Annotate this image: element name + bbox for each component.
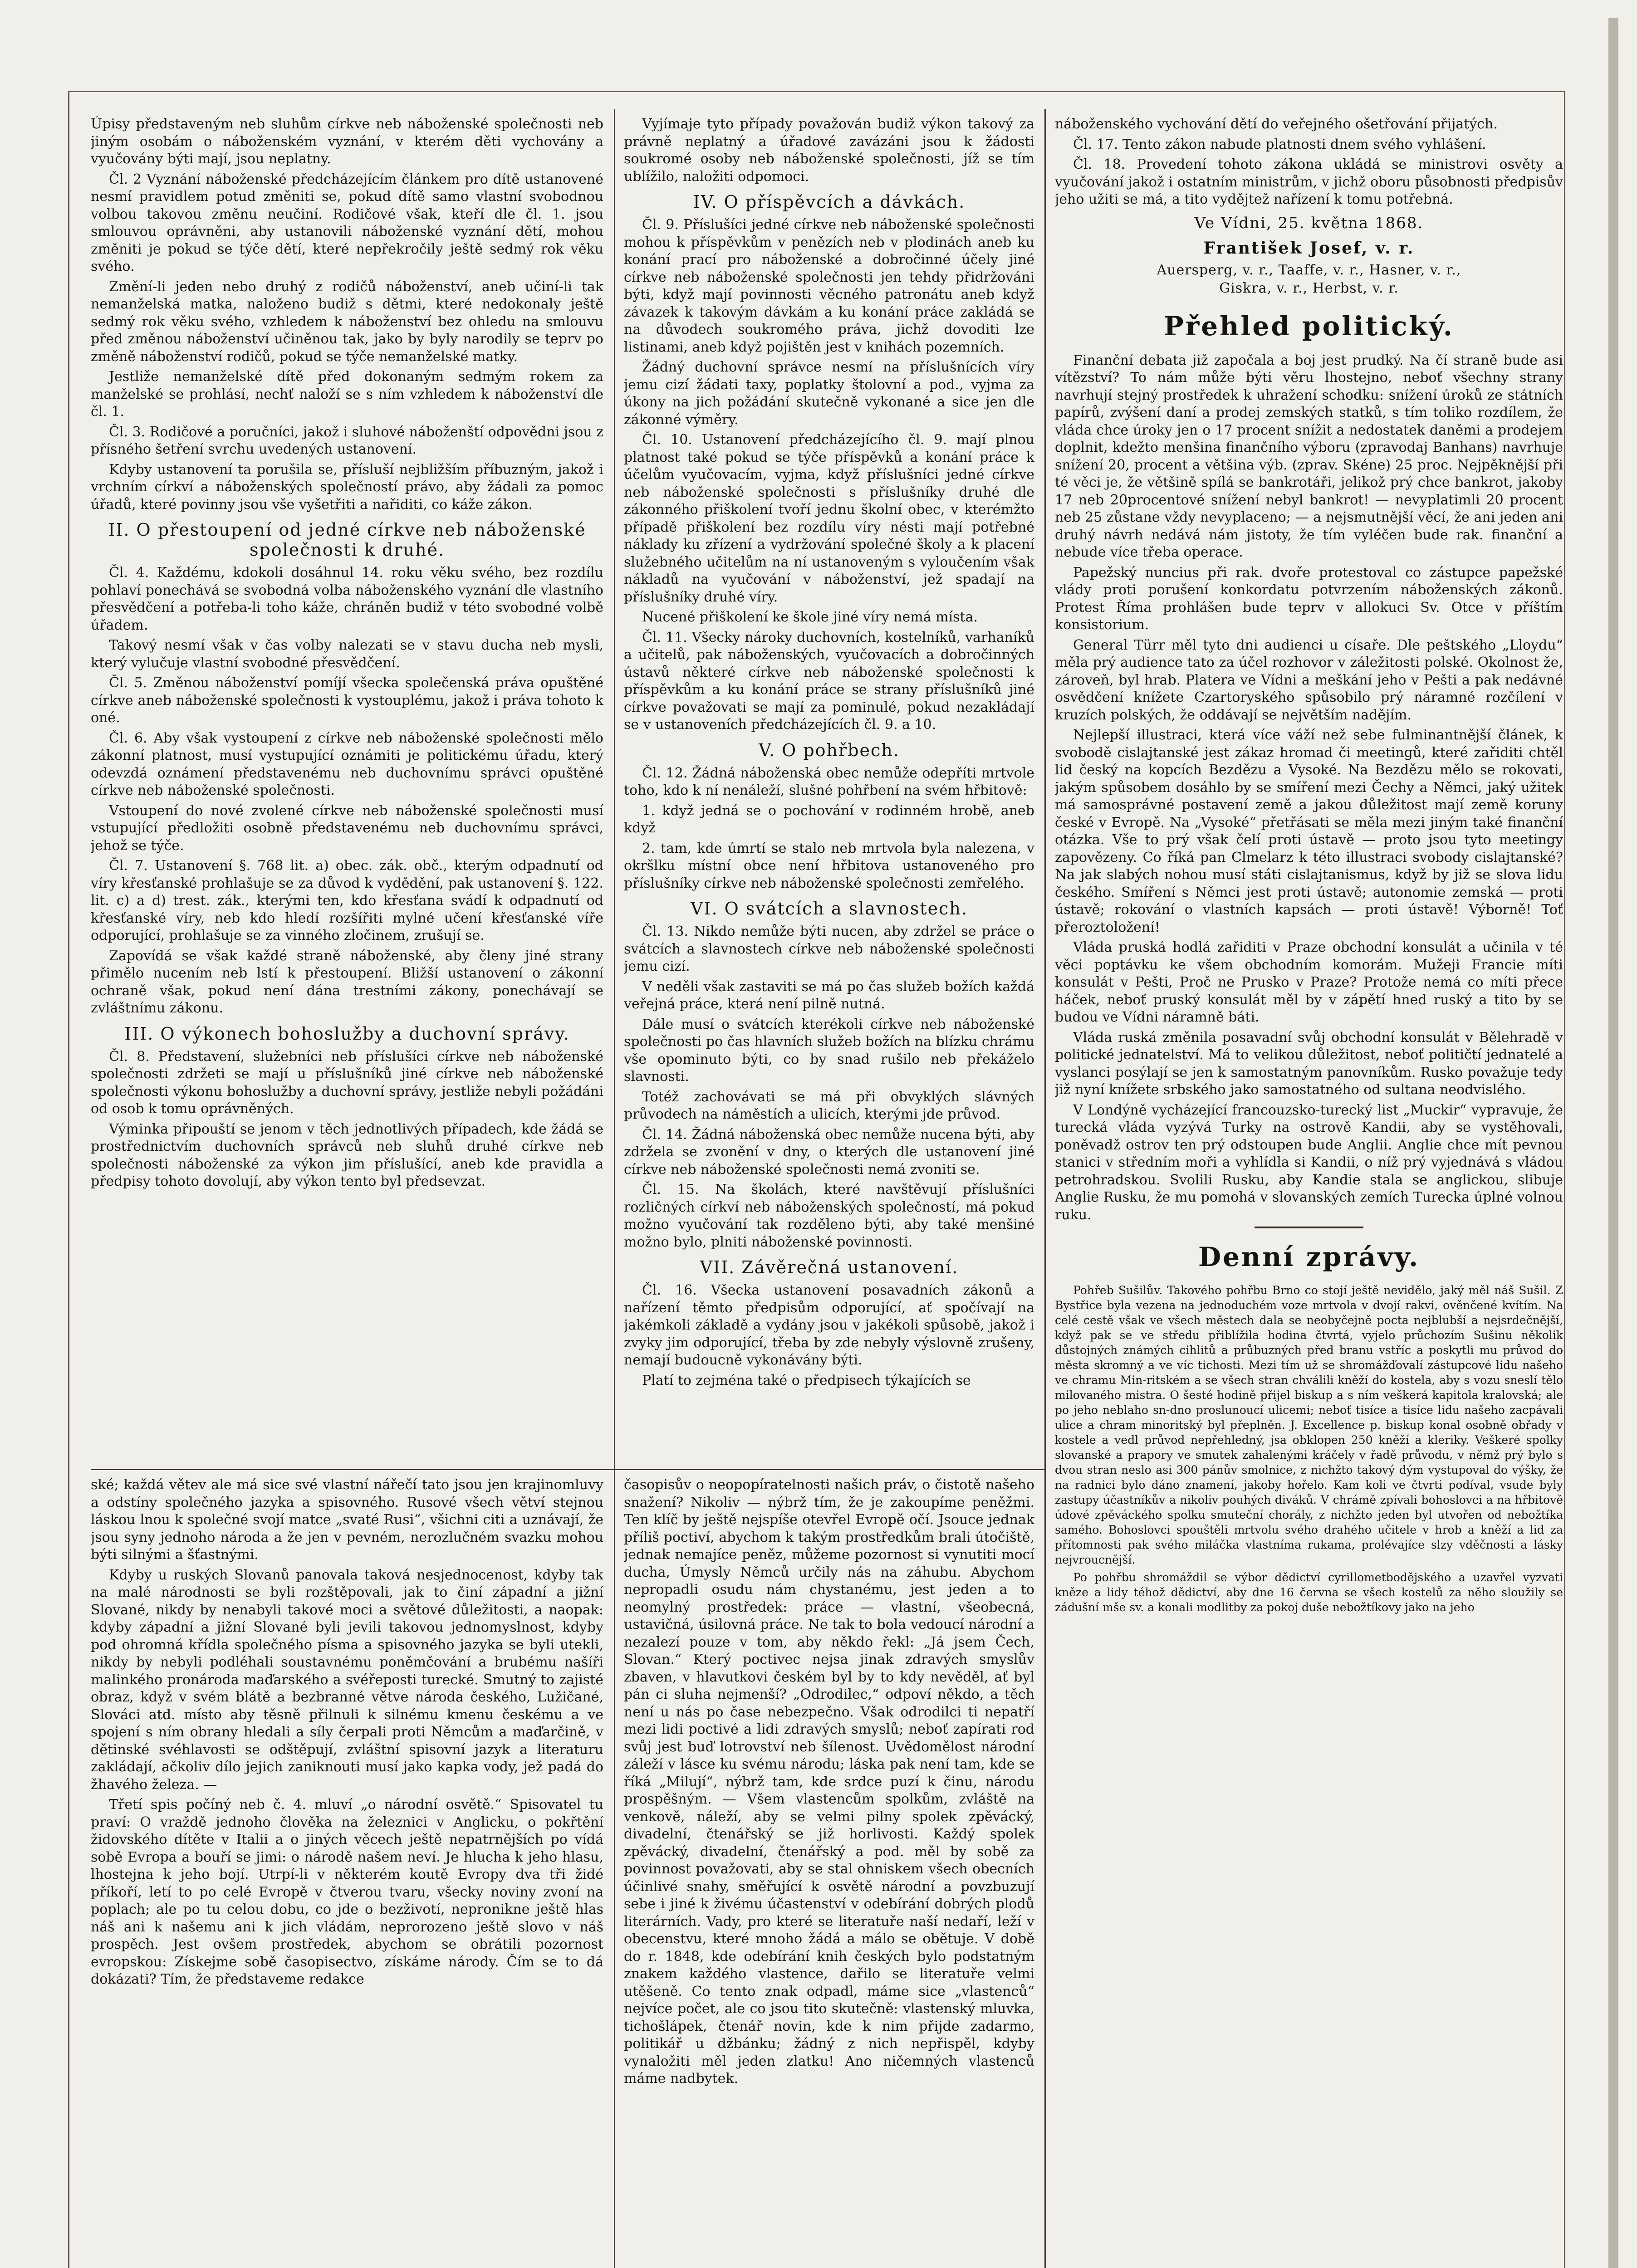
paragraph: V Londýně vycházející francouzsko-turecký list „Muckir“ vypravuje, že turecká vláda vyzývá Turky na ostrově Kandii, aby se vystěhovali, poněvadž ostrov ten prý odstoupen bude Anglii. Anglie chce mít pevnou stanici v středním moři a vyhlídla si Kandii, o níž prý vyjednává s vládou petrohradskou. Svolili Rusku, aby Kandie stala se anglickou, slibuje Anglie Rusku, že mu pomohá v slovanských zemích Turecka úplné volnou ruku. (1055, 1102, 1563, 1223)
daily-news-body (1055, 1283, 1563, 1615)
paragraph: Čl. 7. Ustanovení §. 768 lit. a) obec. zák. obč., kterým odpadnutí od víry křesťanské prohlašuje se za důvod k vydědění, pak ustanovení §. 122. lit. c) a d) trest. zák., kterými ten, kdo křesťana svádí k odpadnutí od křesťanské víry, neb kdo hledí rozšířiti mylné učení křesťanské víře odporující, prohlašuje se za vinného zločinem, zrušují se. (91, 858, 603, 943)
column-right (1055, 116, 1563, 2268)
paragraph: Platí to zejména také o předpisech týkajících se (642, 1372, 971, 1388)
paragraph: 1. když jedná se o pochování v rodinném hrobě, aneb když (624, 802, 1034, 836)
column-bottom-left (91, 1476, 603, 2268)
paragraph: Papežský nuncius při rak. dvoře protestoval co zástupce papežské vlády proti porušení konkordatu potvrzením náboženských zákonů. Protest Říma prohlášen bude teprv v allokuci Sv. Otce v příštím konsistorium. (1055, 564, 1563, 633)
column-top-left (91, 116, 603, 1463)
paragraph: Čl. 18. Provedení tohoto zákona ukládá se ministrovi osvěty a vyučování jakož i ostatním ministrům, v jichž oboru působnosti předpisův jeho užiti se má, a tito vydějtež nařízení k tomu potřebná. (1055, 156, 1563, 207)
paragraph: Žádný duchovní správce nesmí na příslušnících víry jemu cizí žádati taxy, poplatky štolovní a pod., vyjma za úkony na jich požádání skutečně vykonané a sice jen dle zákonné výměry. (624, 359, 1034, 428)
paragraph: Vyjímaje tyto případy považován budiž výkon takový za právně neplatný a úřadové zavázáni jsou k žádosti soukromé osoby neb náboženské společnosti, jíž se tím ublížilo, naložiti odpomoci. (624, 116, 1034, 185)
paragraph: Zapovídá se však každé straně náboženské, aby členy jiné strany přimělo nucením neb lstí k přestoupení. Bližší ustanovení o zákonní ochraně však, pokud není dána trestními zákony, ponechávají se zvláštnímu zákonu. (91, 948, 603, 1016)
paragraph: Čl. 14. Žádná náboženská obec nemůže nucena býti, aby zdržela se zvonění v dny, o kterých dle ustanovení jiné církve neb náboženské společnosti nemá zvoniti se. (624, 1126, 1034, 1178)
paragraph: ské; každá větev ale má sice své vlastní nářečí tato jsou jen krajinomluvy a odstíny společného jazyka a spisovného. Rusové všech větví stejnou láskou lnou k společné svojí matce „svaté Rusi“, všichni citi a uznávají, že jsou syny jednoho národa a že jen v pevném, nerozlučném svazku mohou býti silnými a šťastnými. (91, 1477, 603, 1563)
section-rule (91, 1469, 1044, 1470)
column-bottom-middle (624, 1476, 1034, 2268)
paragraph: Čl. 2 Vyznání náboženské předcházejícím článkem pro dítě ustanovené nesmí pravidlem potud změniti se, pokud dítě samo vlastní svobodnou volbou takovou změnu neučiní. Rodičové však, kteří dle čl. 1. jsou smlouvou oprávněni, aby ustanovili náboženské vyznání dětí, mohou změniti je pokud se týče dětí, které nepřekročily ještě sedmý rok věku svého. (91, 171, 603, 274)
section-heading: II. O přestoupení od jedné církve neb náboženské společnosti k druhé. (108, 520, 586, 560)
paragraph: Finanční debata již započala a boj jest prudký. Na čí straně bude asi vítězství? To nám může býti věru lhostejno, neboť všechny strany navrhují stejný prostředek k uhražení schodku: snížení úroků ze státních papírů, zvýšení daní a prodej zemských statků, s tím toliko rozdílem, že vláda chce úroky jen o 17 procent snížit a nedostatek daněmi a prodejem doplnit, kdežto menšina finančního výboru (zpravodaj Banhans) navrhuje snížení 20, procent a většina výb. (zprav. Skéne) 25 proc. Nejpěknější při té věci je, že většině spílá se bankrotáři, jelikož prý chce bankrot, jakoby 17 neb 20procentové snížení nebyl bankrot! — nevyplatimli 20 procent neb 25 zůstane vždy nevyplaceno; — a nejsmutnější věcí, že ani jeden ani druhý návrh nedává nám jistoty, že tím vyléčen bude rak. finanční a nebude více třeba operace. (1055, 352, 1563, 560)
paragraph: Vláda pruská hodlá zařiditi v Praze obchodní konsulát a učinila v té věci poptávku ke všem obchodním komorám. Mužeji Francie míti konsulát v Pešti, Proč ne Prusko v Praze? Protože nemá co míti přece háček, neboť pruský konsulát měl by v zápětí hned ruský a tito by se budou ve Vídni náramně báti. (1055, 939, 1563, 1025)
paragraph: Totéž zachovávati se má při obvyklých slávných průvodech na náměstích a ulicích, kterými jde průvod. (624, 1089, 1034, 1122)
paragraph: Čl. 4. Každému, kdokoli dosáhnul 14. roku věku svého, bez rozdílu pohlaví ponechává se svobodná volba náboženského vyznání dle vlastního přesvědčení a potřeba-li toho káže, chráněn budiž v této svobodné volbě úřadem. (91, 565, 603, 633)
section-heading: III. O výkonech bohoslužby a duchovní správy. (124, 1023, 570, 1044)
paragraph: General Türr měl tyto dni audienci u císaře. Dle peštského „Lloydu“ měla prý audience tato za účel rozhovor v záležitosti polské. Okolnost že, zároveň, byl hrab. Platera ve Vídni a meškání jeho v Pešti a pak nedávné osvědčení knížete Czartoryského spůsobilo prý náramné rozčílení v kruzích polských, že oddávají se největším nadějím. (1055, 637, 1563, 723)
column-rule-2 (1044, 109, 1046, 2268)
paragraph: Nucené přiškolení ke škole jiné víry nemá místa. (642, 609, 978, 625)
section-heading: VI. O svátcích a slavnostech. (691, 899, 968, 919)
section-heading: VII. Závěrečná ustanovení. (700, 1257, 959, 1277)
paragraph: Úpisy představeným neb sluhům církve neb náboženské společnosti neb jiným osobám o náboženském vyznání, v kterém děti vychovány a vyučovány býti mají, jsou neplatny. (91, 116, 603, 167)
paragraph: V neděli však zastaviti se má po čas služeb božích každá veřejná práce, která není pilně nutná. (624, 978, 1034, 1012)
paragraph: Pohřeb Sušilův. Takového pohřbu Brno co stojí ještě nevidělo, jaký měl náš Sušil. Z Bystřice byla vezena na jednoduchém voze mrtvola v dvojí rakvi, ověnčené kvítím. Na celé cestě však ve všech městech dala se neobyčejně pocta nejblubší a nejsrdečnější, když pak se ve středu přiblížila hodina čtvrtá, vyjelo průchozím Sušinu několik důstojných známých cihlitů a průbuzných před branu vstříc a poskytli mu průvod do města skromný a ve víc tichosti. Mezi tím už se shromážďovalí zástupcové lidu našeho ve chramu Min-ritském a se všech stran chválili kněží do kostela, aby s vozu sneslí tělo milovaného mistra. O šesté hodině přijel biskup a s ním veškerá kapitola kralovská; ale po jeho neblaho sn-dno proslunoucí ulicemi; neboť tisíce a tisíce lidu našeho zacpávali ulice a chram minoritský byl přeplněn. J. Excellence p. biskup konal osobně obřady v kostele a vedl průvod nepřehledný, jsa obklopen 250 kněží a kleriky. Veškeré spolky slovanské a prapory ve smutek zahalenými kráčely v řadě průvodu, v němž prý bylo s dvou stran neslo asi 300 pánův smolnice, z nichžto takový dým vystupoval do výšky, že na radnici bylo dáno znamení, jakoby hořelo. Kam koli ve čtvrti podíval, vsude byly zastupy účastníkův a nikoliv pouhých diváků. V chrámě zpívali bohoslovci a na hřbitově údové zpěváckého spolku smuteční chorály, z nichžto jeden byl utvořen od nebožtíka samého. Bohoslovci spouštěli mrtvolu svého drahého učitele v hrob a kněží a lid za přítomnosti pak svého miláčka vlastníma rukama, prolévajíce slzy vděčnosti a lásky nejvroucnější. (1055, 1284, 1563, 1566)
decree-ministers: Giskra, v. r., Herbst, v. r. (1219, 280, 1399, 296)
paragraph: Výminka připouští se jenom v těch jednotlivých případech, kde žádá se prostřednictvím duchovních správců neb sluhů druhé církve neb společnosti náboženské za výkon jim příslušící, aneb kde pravidla a předpisy tohoto dovolují, aby výkon tento byl předsevzat. (91, 1121, 603, 1189)
paragraph: Nejlepší illustraci, která více váží než sebe fulminantnější článek, k svobodě cislajtanské jest zákaz hromad či meetingů, které zařiditi chtěl lid český na kopcích Bezdězu a Vysoké. Na Bezdězu mělo se rokovati, jakým spůsobem dosáhlo by se smíření mezi Čechy a Němci, jaký užitek má samosprávné postavení země a jakou důležitost mají země koruny české v Evropě. Na „Vysoké“ přetřásati se měla mezi jiným také finanční otázka. Vše to prý však čelí proti ústavě — proto jsou tyto meetingy zapovězeny. Co říká pan Clmelarz k této illustraci svobody cislajtanské? Na jak slabých nohou musí státi cislajtanismus, když by již se slova lidu českého. Smíření s Němci jest proti ústavě; autonomie zemská — proti ústavě; rokování o vlastních kapsách — proti ústavě! Výborně! Toť přeroztoložení! (1055, 727, 1563, 935)
paragraph: Po pohřbu shromáždil se výbor dědictví cyrillometbodějského a uzavřel vyzvati kněze a lidy téhož dědictví, aby dne 16 června se všech kostelů za něho sloužily se zádušní mše sv. a konali modlitby za pokoj duše nebožtíkovy jako na jeho (1055, 1571, 1563, 1614)
heading-decoration (1255, 1227, 1363, 1228)
column-top-middle (624, 116, 1034, 1463)
paragraph: Třetí spis počíný neb č. 4. mluví „o národní osvětě.“ Spisovatel tu praví: O vraždě jednoho člověka na železnici v Anglicku, o pokřtění židovského dítěte v Italii a o jiných věcech ještě nepatrnějších po vídá sobě Evropa a bouří se jimi: o národě našem neví. Je hlucha k jeho hlasu, lhostejna k jeho bojí. Utrpí-li v některém koutě Evropy dva tři židé příkoří, letí to po celé Evropě v čtverou tvaru, všecky noviny zvoní na poplach; ale po tu celou dobu, co jde o bezživotí, nepronikne ještě hlas náš ani k našemu ani k jich vládám, neprorozeno ještě slovo v náš prospěch. Jest ovšem prostředek, abychom se obrátili pozornost evropskou: Získejme sobě časopisectvo, získáme národy. Čím se to dá dokázati? Tím, že představeme redakce (91, 1797, 603, 1987)
paragraph: Vláda ruská změnila posavadní svůj obchodní konsulát v Bělehradě v politické jednatelství. Má to velikou důležitost, neboť političtí jednatelé a vyslanci posýlají se jen k samostatným panovníkům. Rusko považuje tedy již nyní knížete srbského jako samostatného od sultana neodvislého. (1055, 1029, 1563, 1098)
column-rule-1 (614, 109, 615, 2268)
paragraph: Čl. 13. Nikdo nemůže býti nucen, aby zdržel se práce o svátcích a slavnostech církve neb náboženské společnosti jemu cizí. (624, 924, 1034, 974)
paragraph: náboženského vychování dětí do veřejného ošetřování přijatých. (1055, 116, 1498, 132)
section-heading: IV. O příspěvcích a dávkách. (693, 192, 966, 212)
paragraph: časopisův o neopopíratelnosti našich práv, o čistotě našeho snažení? Nikoliv — nýbrž tím, že je zakoupíme peněžmi. Ten klíč by ještě nejspíše otevřel Evropě očí. Jsouce jednak příliš poctiví, abychom k takým prostředkům brali útočiště, jednak nemajíce peněz, můžeme pozornost si vynutiti mocí ducha, Úmysly Němců určily nás na záhubu. Abychom nepropadli osudu nám chystanému, jest jeden a to neomylný prostředek: práce — vlastní, všeobecná, ustavičná, úsilovná práce. Ne tak to bola vedoucí národní a nezalezí pouze v tom, aby někdo řekl: „Já jsem Čech, Slovan.“ Který poctivec nejsa jinak zdravých smyslův zbaven, v hlavutkovi českém byl by to kdy nevěděl, ať byl pán ci sluha nejmenší? „Odrodilec,“ odpoví někdo, a těch není u nás po čase nebezpečno. Však odrodilci ti nepatří mezi lidi poctivé a lidi zdravých smyslů; neboť zapírati rod svůj jest buď lotrovství neb šílenost. Uvědomělost národní záleží v lásce ku svému národu; láska pak není tam, kde se říká „Milují“, nýbrž tam, kde srdce puzí k činu, národu prospěšným. — Všem vlastencům spolkům, zvláště na venkově, náleží, aby se velmi pilny spolek zpěvácký, divadelní, čtenářský se již horlivosti. Každý spolek zpěvácký, divadelní, čtenářský a pod. měl by sobě za povinnost považovati, aby se stal ohniskem všech obecních účinlivé snahy, směřující k osvětě národní a povzbuzují sebe i jiné k živému účastenství v odebírání dobrých plodů literárních. Vady, pro které se literatuře naší nedaří, leží v obecenstvu, které mnoho žádá a málo se obětuje. V době do r. 1848, kde odebírání knih českých bylo podstatným znakem každého vlastence, dařilo se literatuře velmi utěšeně. Co tento znak odpadl, máme sice „vlastenců“ nejvíce počet, ale co jsou tito skutečně: vlastenský mluvka, tichošlápek, čtenář novin, kde k nim přijde zadarmo, politikář u džbánku; žádný z nich nepřispěl, kdyby vynaložiti měl jeden zlatku! Ano ničemných vlastenců máme nadbytek. (624, 1477, 1034, 2087)
daily-news-heading: Denní zprávy. (1198, 1242, 1420, 1272)
decree-signature: František Josef, v. r. (1203, 238, 1415, 258)
section-heading: V. O pohřbech. (759, 740, 900, 760)
paragraph: Čl. 17. Tento zákon nabude platnosti dnem svého vyhlášení. (1073, 136, 1486, 152)
paragraph: Čl. 9. Příslušíci jedné církve neb náboženské společnosti mohou k příspěvkům v penězích neb v plodinách aneb ku konání prací pro náboženské a dobročinné účely jiné církve neb náboženské společnosti jen tehdy přidržováni býti, když mají povinnosti věcného patronátu aneb když závazek k takovým dávkám a ku konání práce zakládá se na důvodech soukromého práva, jichž dovoditi lze listinami, aneb když pojištěn jest v knihách pozemních. (624, 217, 1034, 355)
decree-place-date: Ve Vídni, 25. května 1868. (1194, 214, 1424, 232)
paragraph: Kdyby ustanovení ta porušila se, přísluší nejbližším příbuzným, jakož i vrchním církví a náboženských společností právo, aby žádali za pomoc úřadů, které povinny jsou vše vyšetřiti a nařiditi, co káže zákon. (91, 461, 603, 513)
paragraph: Čl. 16. Všecka ustanovení posavadních zákonů a nařízení těmto předpisům odporující, ať spočívají na jakémkoli základě a vydány jsou v jakékoli spůsobě, jakož i zvyky jim odporující, třeba by zde nebyly výslovně zrušeny, nemají budoucně vykonávány býti. (624, 1282, 1034, 1368)
paragraph: Takový nesmí však v čas volby nalezati se v stavu ducha neb mysli, který vylučuje vlastní svobodné přesvědčení. (91, 637, 603, 671)
paragraph: Změní-li jeden nebo druhý z rodičů náboženství, aneb učiní-li tak nemanželská matka, naloženo budiž s dětmi, které nedokonaly ještě sedmý rok věku svého, vzhledem k náboženství bez ohledu na smlouvu před změnou náboženství učiněnou tak, jako by byly narodily se teprv po změně náboženství rodičů, pokud se týče nemanželské matky. (91, 279, 603, 365)
paragraph: Čl. 8. Představení, služebníci neb příslušíci církve neb náboženské společnosti zdržeti se mají u příslušníků jiné církve neb náboženské společnosti výkonu bohoslužby a duchovní správy, jestliže nebyli požádáni od osob k tomu oprávněných. (91, 1048, 603, 1117)
paragraph: Dále musí o svátcích kterékoli církve neb náboženské společnosti po čas hlavních služeb božích na blízku chrámu vše opominuto býti, co by snad rušilo neb překáželo slavnosti. (624, 1016, 1034, 1085)
paragraph: Čl. 10. Ustanovení předcházejícího čl. 9. mají plnou platnost také pokud se týče příspěvků a konání práce k účelům vyučovacím, vyjma, když příslušníci jedné církve neb náboženské společnosti s příslušníky druhé dle zákonného přiškolení tvoří jednu školní obec, v kterémžto případě přiškolení bez rozdílu víry nésti mají potřebné náklady ku zřízení a vydržování společné školy a k placení služebného učitelům na ní ustanoveným s vyloučením však nákladů na vyučování v náboženství, jež spadají na příslušníky druhé víry. (624, 432, 1034, 605)
paragraph: Jestliže nemanželské dítě před dokonaným sedmým rokem za manželské se prohlásí, nechť naloží se s ním vzhledem k náboženství dle čl. 1. (91, 369, 603, 420)
decree-ministers: Auersperg, v. r., Taaffe, v. r., Hasner, v. r., (1157, 262, 1461, 278)
paragraph: Čl. 12. Žádná náboženská obec nemůže odepříti mrtvole toho, kdo k ní nenáleží, slušné pohřbení na svém hřbitově: (624, 765, 1034, 798)
paragraph: Kdyby u ruských Slovanů panovala taková nesjednocenost, kdyby tak na malé národnosti se byli rozštěpovali, jak to činí západní a jižní Slované, nikdy by nenabyli takové moci a světové důležitosti, a naopak: kdyby západní a jižní Slované byli jevili takovou jednomyslnost, kdyby pod ohromná křídla společného písma a spisovného jazyka se byli utekli, nikdy by nebyli podléhali soustavnému poněmčování a brubému našíři malinkého pronároda maďarského a svéřeposti turecké. Smutný to zajisté obraz, když v svém blátě a bezbranné větve národa českého, Lužičané, Slováci atd. místo aby těsně přilnuli k silnému kmenu českému a ve spojení s ním obrany hledali a síly čerpali proti Němcům a maďarčině, v dětinské svéhlavosti se odštěpují, zvláštní spisovní jazyk a literaturu zakládají, ačkoliv dílo jejich zaniknouti musí jako kapka vody, jež padá do žhavého železa. — (91, 1567, 603, 1793)
paragraph: Vstoupení do nové zvolené církve neb náboženské společnosti musí vstupující předložiti osobně představenému neb duchovnímu správci, jehož se týče. (91, 802, 603, 854)
paragraph: Čl. 6. Aby však vystoupení z církve neb náboženské společnosti mělo zákonní platnost, musí vystupující oznámiti je politickému úřadu, který odevzdá oznámení představenému neb duchovnímu správci opuštěné církve neb náboženské společnosti. (91, 730, 603, 798)
paragraph: 2. tam, kde úmrtí se stalo neb mrtvola byla nalezena, v okršlku místní obce není hřbitova ustanoveného pro příslušníky církve neb náboženské společnosti zemřelého. (624, 840, 1034, 891)
paragraph: Čl. 3. Rodičové a poručníci, jakož i sluhové náboženští odpovědni jsou z přísného šetření svrchu uvedených ustanovení. (91, 424, 603, 457)
paragraph: Čl. 15. Na školách, které navštěvují příslušníci rozličných církví neb náboženských společností, má pokud možno vyučování tak rozděleno býti, aby také menšiné možno bylo, plniti náboženské povinnosti. (624, 1182, 1034, 1250)
paragraph: Čl. 11. Všecky nároky duchovních, kostelníků, varhaníků a učitelů, pak náboženských, vyučovacích a dobročinných ústavů některé církve neb náboženské společnosti k příspěvkům a ku konání práce se strany příslušníků jiné církve považovati se mají za pominulé, pokud nezakládají se v ustanoveních předcházejících čl. 9. a 10. (624, 629, 1034, 733)
paragraph: Čl. 5. Změnou náboženství pomíjí všecka společenská práva opuštěné církve aneb náboženské společnosti k vystouplému, jakož i práva tohoto k oné. (91, 675, 603, 726)
page-edge-shadow (1608, 18, 1618, 2268)
politics-heading: Přehled politický. (1164, 310, 1454, 342)
